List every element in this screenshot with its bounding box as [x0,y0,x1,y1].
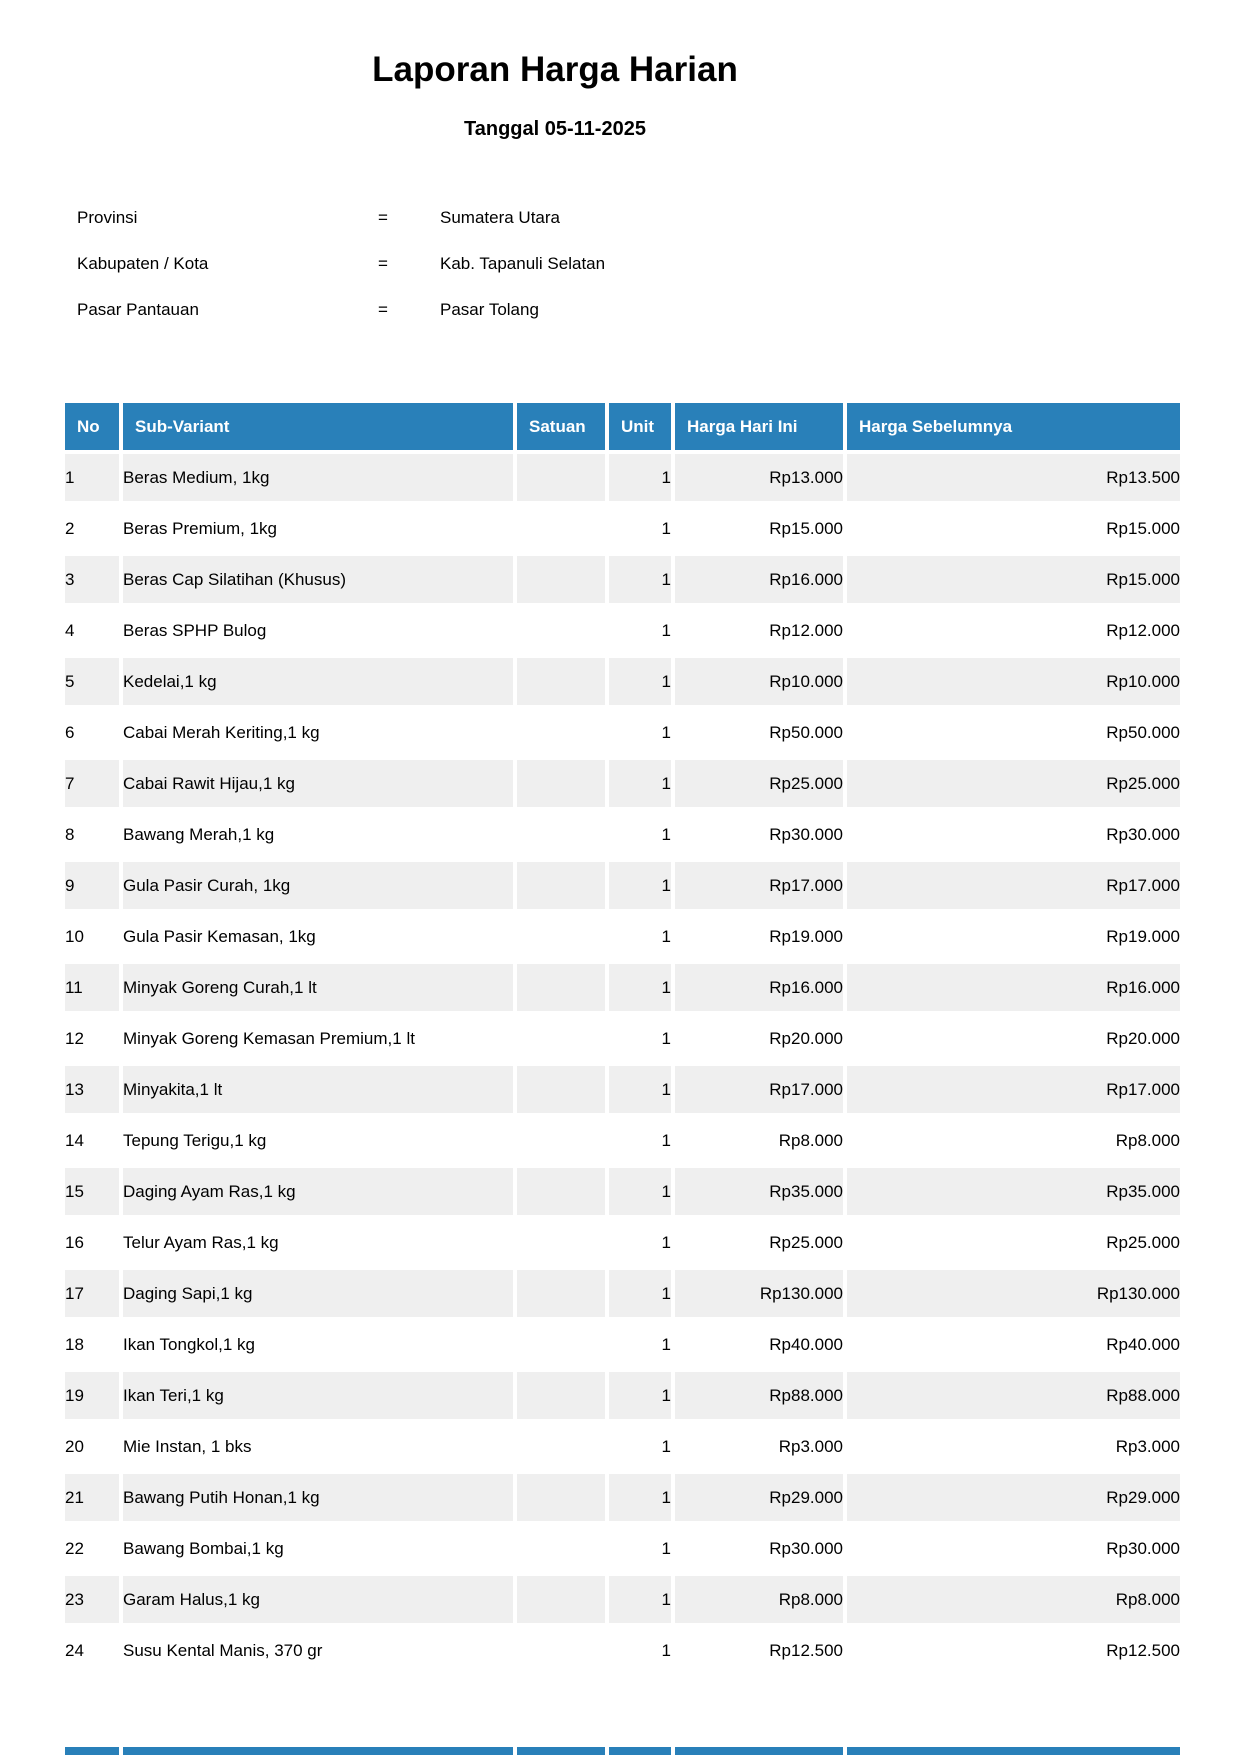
cell-harga-sebelumnya: Rp10.000 [847,658,1180,705]
cell-harga-hari-ini: Rp16.000 [675,556,843,603]
equals-sign: = [378,300,388,320]
table-row [65,1474,1180,1521]
cell-harga-hari-ini: Rp40.000 [675,1321,843,1368]
info-label: Kabupaten / Kota [77,254,209,274]
cell-harga-sebelumnya: Rp35.000 [847,1168,1180,1215]
cell-sub-variant: Susu Kental Manis, 370 gr [123,1627,513,1674]
table-row [65,556,1180,603]
cell-harga-hari-ini: Rp30.000 [675,1525,843,1572]
table-row [65,709,1180,756]
cell-unit: 1 [609,1066,671,1113]
cell-harga-sebelumnya: Rp19.000 [847,913,1180,960]
info-label: Pasar Pantauan [77,300,199,320]
cell-sub-variant: Bawang Merah,1 kg [123,811,513,858]
cell-satuan [517,1168,605,1215]
page-subtitle: Tanggal 05-11-2025 [464,118,646,141]
cell-unit: 1 [609,964,671,1011]
cell-satuan [517,658,605,705]
cell-satuan [517,811,605,858]
table-row [65,1015,1180,1062]
cell-satuan [517,760,605,807]
cell-satuan [517,913,605,960]
cell-unit: 1 [609,658,671,705]
cell-harga-sebelumnya: Rp12.000 [847,607,1180,654]
cell-sub-variant: Kedelai,1 kg [123,658,513,705]
cell-sub-variant: Cabai Rawit Hijau,1 kg [123,760,513,807]
cell-satuan [517,454,605,501]
cell-harga-sebelumnya: Rp88.000 [847,1372,1180,1419]
clipped-header-cell [675,1747,843,1755]
cell-unit: 1 [609,505,671,552]
cell-harga-sebelumnya: Rp40.000 [847,1321,1180,1368]
cell-no: 10 [65,913,119,960]
cell-unit: 1 [609,1423,671,1470]
table-row [65,1423,1180,1470]
clipped-header-cell [123,1747,513,1755]
cell-no: 14 [65,1117,119,1164]
cell-sub-variant: Garam Halus,1 kg [123,1576,513,1623]
next-page-header-clipped [65,1747,1180,1755]
cell-harga-sebelumnya: Rp12.500 [847,1627,1180,1674]
cell-sub-variant: Daging Sapi,1 kg [123,1270,513,1317]
table-row [65,454,1180,501]
cell-harga-hari-ini: Rp16.000 [675,964,843,1011]
cell-harga-sebelumnya: Rp29.000 [847,1474,1180,1521]
cell-unit: 1 [609,1474,671,1521]
cell-sub-variant: Bawang Bombai,1 kg [123,1525,513,1572]
cell-sub-variant: Gula Pasir Curah, 1kg [123,862,513,909]
cell-unit: 1 [609,1525,671,1572]
cell-unit: 1 [609,862,671,909]
cell-harga-hari-ini: Rp12.500 [675,1627,843,1674]
cell-unit: 1 [609,709,671,756]
cell-satuan [517,1321,605,1368]
cell-satuan [517,1627,605,1674]
cell-no: 1 [65,454,119,501]
table-row [65,1066,1180,1113]
cell-harga-hari-ini: Rp30.000 [675,811,843,858]
cell-sub-variant: Minyakita,1 lt [123,1066,513,1113]
cell-harga-sebelumnya: Rp16.000 [847,964,1180,1011]
equals-sign: = [378,254,388,274]
cell-unit: 1 [609,1321,671,1368]
cell-harga-sebelumnya: Rp8.000 [847,1117,1180,1164]
cell-satuan [517,709,605,756]
table-row [65,1168,1180,1215]
header-unit: Unit [609,403,671,450]
cell-sub-variant: Ikan Tongkol,1 kg [123,1321,513,1368]
cell-no: 19 [65,1372,119,1419]
cell-satuan [517,1219,605,1266]
cell-sub-variant: Cabai Merah Keriting,1 kg [123,709,513,756]
cell-harga-hari-ini: Rp50.000 [675,709,843,756]
cell-harga-sebelumnya: Rp15.000 [847,505,1180,552]
table-row [65,607,1180,654]
cell-sub-variant: Daging Ayam Ras,1 kg [123,1168,513,1215]
cell-no: 18 [65,1321,119,1368]
document-header [0,0,1110,141]
cell-no: 22 [65,1525,119,1572]
cell-harga-hari-ini: Rp17.000 [675,1066,843,1113]
price-table [61,399,1184,1678]
cell-sub-variant: Telur Ayam Ras,1 kg [123,1219,513,1266]
price-table-body [65,454,1180,1674]
cell-no: 7 [65,760,119,807]
cell-unit: 1 [609,760,671,807]
cell-unit: 1 [609,607,671,654]
cell-satuan [517,1372,605,1419]
table-row [65,913,1180,960]
cell-sub-variant: Bawang Putih Honan,1 kg [123,1474,513,1521]
cell-harga-hari-ini: Rp8.000 [675,1576,843,1623]
cell-unit: 1 [609,811,671,858]
cell-unit: 1 [609,1576,671,1623]
clipped-header-cell [517,1747,605,1755]
cell-sub-variant: Beras Cap Silatihan (Khusus) [123,556,513,603]
cell-satuan [517,1015,605,1062]
cell-harga-hari-ini: Rp12.000 [675,607,843,654]
cell-harga-hari-ini: Rp25.000 [675,1219,843,1266]
cell-no: 20 [65,1423,119,1470]
cell-harga-sebelumnya: Rp25.000 [847,1219,1180,1266]
cell-harga-hari-ini: Rp25.000 [675,760,843,807]
cell-sub-variant: Minyak Goreng Curah,1 lt [123,964,513,1011]
equals-sign: = [378,208,388,228]
cell-harga-sebelumnya: Rp30.000 [847,811,1180,858]
cell-harga-sebelumnya: Rp8.000 [847,1576,1180,1623]
cell-unit: 1 [609,454,671,501]
cell-harga-hari-ini: Rp17.000 [675,862,843,909]
cell-satuan [517,1525,605,1572]
clipped-header-cell [65,1747,119,1755]
info-label: Provinsi [77,208,138,228]
cell-unit: 1 [609,1372,671,1419]
cell-satuan [517,556,605,603]
cell-no: 4 [65,607,119,654]
cell-sub-variant: Gula Pasir Kemasan, 1kg [123,913,513,960]
cell-harga-hari-ini: Rp130.000 [675,1270,843,1317]
cell-harga-hari-ini: Rp29.000 [675,1474,843,1521]
cell-no: 17 [65,1270,119,1317]
cell-unit: 1 [609,1270,671,1317]
cell-no: 8 [65,811,119,858]
cell-no: 3 [65,556,119,603]
header-harga-sebelumnya: Harga Sebelumnya [847,403,1180,450]
cell-sub-variant: Beras Premium, 1kg [123,505,513,552]
cell-harga-sebelumnya: Rp30.000 [847,1525,1180,1572]
cell-satuan [517,1474,605,1521]
cell-no: 23 [65,1576,119,1623]
cell-harga-sebelumnya: Rp25.000 [847,760,1180,807]
cell-sub-variant: Minyak Goreng Kemasan Premium,1 lt [123,1015,513,1062]
cell-satuan [517,607,605,654]
table-row [65,1372,1180,1419]
cell-no: 2 [65,505,119,552]
cell-harga-hari-ini: Rp13.000 [675,454,843,501]
info-value: Kab. Tapanuli Selatan [440,254,606,274]
cell-harga-sebelumnya: Rp13.500 [847,454,1180,501]
header-no: No [65,403,119,450]
clipped-header-cell [609,1747,671,1755]
cell-no: 6 [65,709,119,756]
info-section [77,195,1241,333]
cell-harga-hari-ini: Rp3.000 [675,1423,843,1470]
table-row [65,1117,1180,1164]
table-row [65,760,1180,807]
cell-harga-hari-ini: Rp8.000 [675,1117,843,1164]
cell-no: 12 [65,1015,119,1062]
cell-harga-hari-ini: Rp20.000 [675,1015,843,1062]
table-row [65,505,1180,552]
cell-no: 16 [65,1219,119,1266]
cell-sub-variant: Ikan Teri,1 kg [123,1372,513,1419]
cell-satuan [517,862,605,909]
cell-harga-hari-ini: Rp88.000 [675,1372,843,1419]
info-value: Pasar Tolang [440,300,539,320]
table-row [65,964,1180,1011]
cell-harga-sebelumnya: Rp17.000 [847,1066,1180,1113]
table-row [65,1321,1180,1368]
cell-harga-hari-ini: Rp19.000 [675,913,843,960]
cell-unit: 1 [609,913,671,960]
info-row-kabupaten [77,241,1241,287]
cell-satuan [517,1576,605,1623]
cell-harga-sebelumnya: Rp130.000 [847,1270,1180,1317]
table-row [65,658,1180,705]
cell-sub-variant: Mie Instan, 1 bks [123,1423,513,1470]
header-sub-variant: Sub-Variant [123,403,513,450]
table-row [65,1525,1180,1572]
cell-harga-sebelumnya: Rp20.000 [847,1015,1180,1062]
info-row-pasar [77,287,1241,333]
info-row-provinsi [77,195,1241,241]
cell-no: 15 [65,1168,119,1215]
cell-satuan [517,505,605,552]
cell-harga-sebelumnya: Rp15.000 [847,556,1180,603]
cell-sub-variant: Beras Medium, 1kg [123,454,513,501]
cell-satuan [517,1066,605,1113]
cell-harga-sebelumnya: Rp3.000 [847,1423,1180,1470]
cell-harga-hari-ini: Rp15.000 [675,505,843,552]
cell-harga-hari-ini: Rp10.000 [675,658,843,705]
cell-harga-hari-ini: Rp35.000 [675,1168,843,1215]
cell-no: 11 [65,964,119,1011]
table-header-row [65,403,1180,450]
page-title: Laporan Harga Harian [372,50,738,89]
header-satuan: Satuan [517,403,605,450]
table-row [65,1270,1180,1317]
table-row [65,862,1180,909]
cell-harga-sebelumnya: Rp17.000 [847,862,1180,909]
info-value: Sumatera Utara [440,208,560,228]
cell-satuan [517,1117,605,1164]
clipped-header-cell [847,1747,1180,1755]
cell-sub-variant: Tepung Terigu,1 kg [123,1117,513,1164]
cell-no: 5 [65,658,119,705]
cell-no: 9 [65,862,119,909]
cell-unit: 1 [609,556,671,603]
cell-no: 24 [65,1627,119,1674]
cell-satuan [517,1423,605,1470]
cell-unit: 1 [609,1627,671,1674]
table-row [65,1627,1180,1674]
cell-satuan [517,964,605,1011]
cell-harga-sebelumnya: Rp50.000 [847,709,1180,756]
cell-unit: 1 [609,1219,671,1266]
cell-satuan [517,1270,605,1317]
cell-unit: 1 [609,1168,671,1215]
header-harga-hari-ini: Harga Hari Ini [675,403,843,450]
cell-sub-variant: Beras SPHP Bulog [123,607,513,654]
table-row [65,1219,1180,1266]
table-row [65,1576,1180,1623]
table-row [65,811,1180,858]
cell-unit: 1 [609,1117,671,1164]
cell-no: 21 [65,1474,119,1521]
cell-unit: 1 [609,1015,671,1062]
cell-no: 13 [65,1066,119,1113]
